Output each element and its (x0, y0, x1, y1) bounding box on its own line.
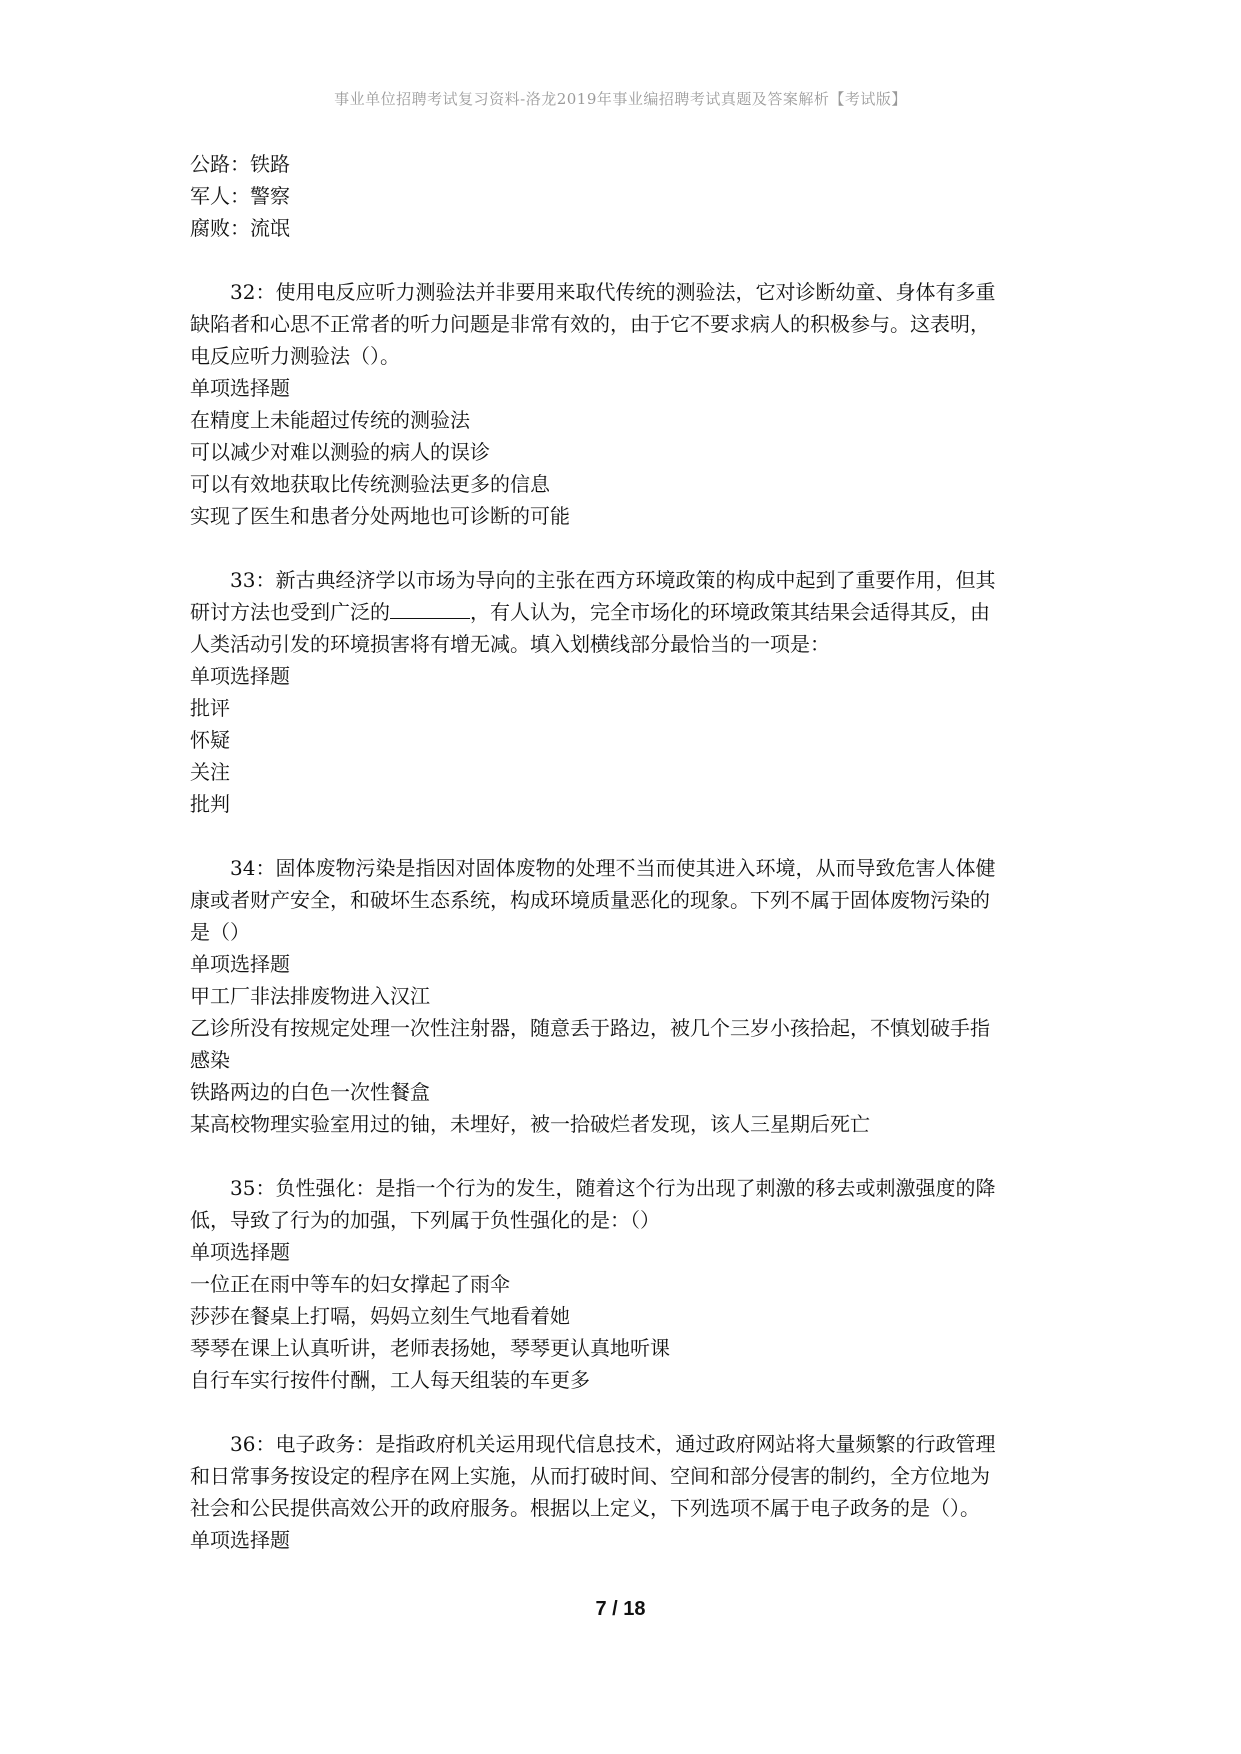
option-text: 军人：警察 (190, 184, 290, 208)
page-header: 事业单位招聘考试复习资料-洛龙2019年事业编招聘考试真题及答案解析【考试版】 (334, 90, 907, 108)
option-text: 乙诊所没有按规定处理一次性注射器，随意丢于路边，被几个三岁小孩拾起，不慎划破手指 (190, 1016, 990, 1040)
question-text (190, 596, 1070, 628)
question-text: 低，导致了行为的加强，下列属于负性强化的是：（） (190, 1208, 660, 1232)
question-text-part: 研讨方法也受到广泛的 (190, 600, 390, 624)
question-34 (190, 852, 1070, 1140)
option-text: 批判 (190, 792, 230, 816)
option-text: 腐败：流氓 (190, 216, 290, 240)
option-text: 可以有效地获取比传统测验法更多的信息 (190, 472, 550, 496)
question-text: 35：负性强化：是指一个行为的发生，随着这个行为出现了刺激的移去或刺激强度的降 (230, 1176, 996, 1200)
question-35 (190, 1172, 1070, 1396)
question-36 (190, 1428, 1070, 1556)
question-text: 34：固体废物污染是指因对固体废物的处理不当而使其进入环境，从而导致危害人体健 (230, 856, 996, 880)
option-text: 在精度上未能超过传统的测验法 (190, 408, 470, 432)
question-text: 电反应听力测验法（）。 (190, 344, 400, 368)
option-text: 莎莎在餐桌上打嗝，妈妈立刻生气地看着她 (190, 1304, 570, 1328)
question-type: 单项选择题 (190, 664, 290, 688)
option-text: 自行车实行按件付酬，工人每天组装的车更多 (190, 1368, 590, 1392)
question-text: 36：电子政务：是指政府机关运用现代信息技术，通过政府网站将大量频繁的行政管理 (230, 1432, 996, 1456)
option-text: 批评 (190, 696, 230, 720)
question-32 (190, 276, 1070, 532)
question-text: 33：新古典经济学以市场为导向的主张在西方环境政策的构成中起到了重要作用，但其 (230, 568, 996, 592)
question-type: 单项选择题 (190, 952, 290, 976)
question-type: 单项选择题 (190, 1528, 290, 1552)
option-text: 某高校物理实验室用过的铀，未埋好，被一拾破烂者发现，该人三星期后死亡 (190, 1112, 870, 1136)
option-text: 感染 (190, 1048, 230, 1072)
option-text: 铁路两边的白色一次性餐盒 (190, 1080, 430, 1104)
fill-in-blank (390, 600, 470, 619)
question-text: 和日常事务按设定的程序在网上实施，从而打破时间、空间和部分侵害的制约，全方位地为 (190, 1464, 990, 1488)
question-33 (190, 564, 1070, 820)
option-text: 一位正在雨中等车的妇女撑起了雨伞 (190, 1272, 510, 1296)
analogy-options (190, 148, 1070, 244)
question-text: 32：使用电反应听力测验法并非要用来取代传统的测验法，它对诊断幼童、身体有多重 (230, 280, 996, 304)
question-text: 社会和公民提供高效公开的政府服务。根据以上定义，下列选项不属于电子政务的是（）。 (190, 1496, 980, 1520)
page-number: 7 / 18 (595, 1598, 646, 1620)
option-text: 可以减少对难以测验的病人的误诊 (190, 440, 490, 464)
question-text: 缺陷者和心思不正常者的听力问题是非常有效的，由于它不要求病人的积极参与。这表明， (190, 312, 990, 336)
question-text: 是（） (190, 920, 250, 944)
question-text: 人类活动引发的环境损害将有增无减。填入划横线部分最恰当的一项是： (190, 632, 830, 656)
option-text: 公路：铁路 (190, 152, 290, 176)
option-text: 实现了医生和患者分处两地也可诊断的可能 (190, 504, 570, 528)
option-text: 关注 (190, 760, 230, 784)
question-text-part: ，有人认为，完全市场化的环境政策其结果会适得其反，由 (470, 600, 990, 624)
question-type: 单项选择题 (190, 376, 290, 400)
option-text: 甲工厂非法排废物进入汉江 (190, 984, 430, 1008)
document-body (190, 148, 1070, 1556)
option-text: 怀疑 (190, 728, 230, 752)
question-type: 单项选择题 (190, 1240, 290, 1264)
option-text: 琴琴在课上认真听讲，老师表扬她，琴琴更认真地听课 (190, 1336, 670, 1360)
question-text: 康或者财产安全，和破坏生态系统，构成环境质量恶化的现象。下列不属于固体废物污染的 (190, 888, 990, 912)
